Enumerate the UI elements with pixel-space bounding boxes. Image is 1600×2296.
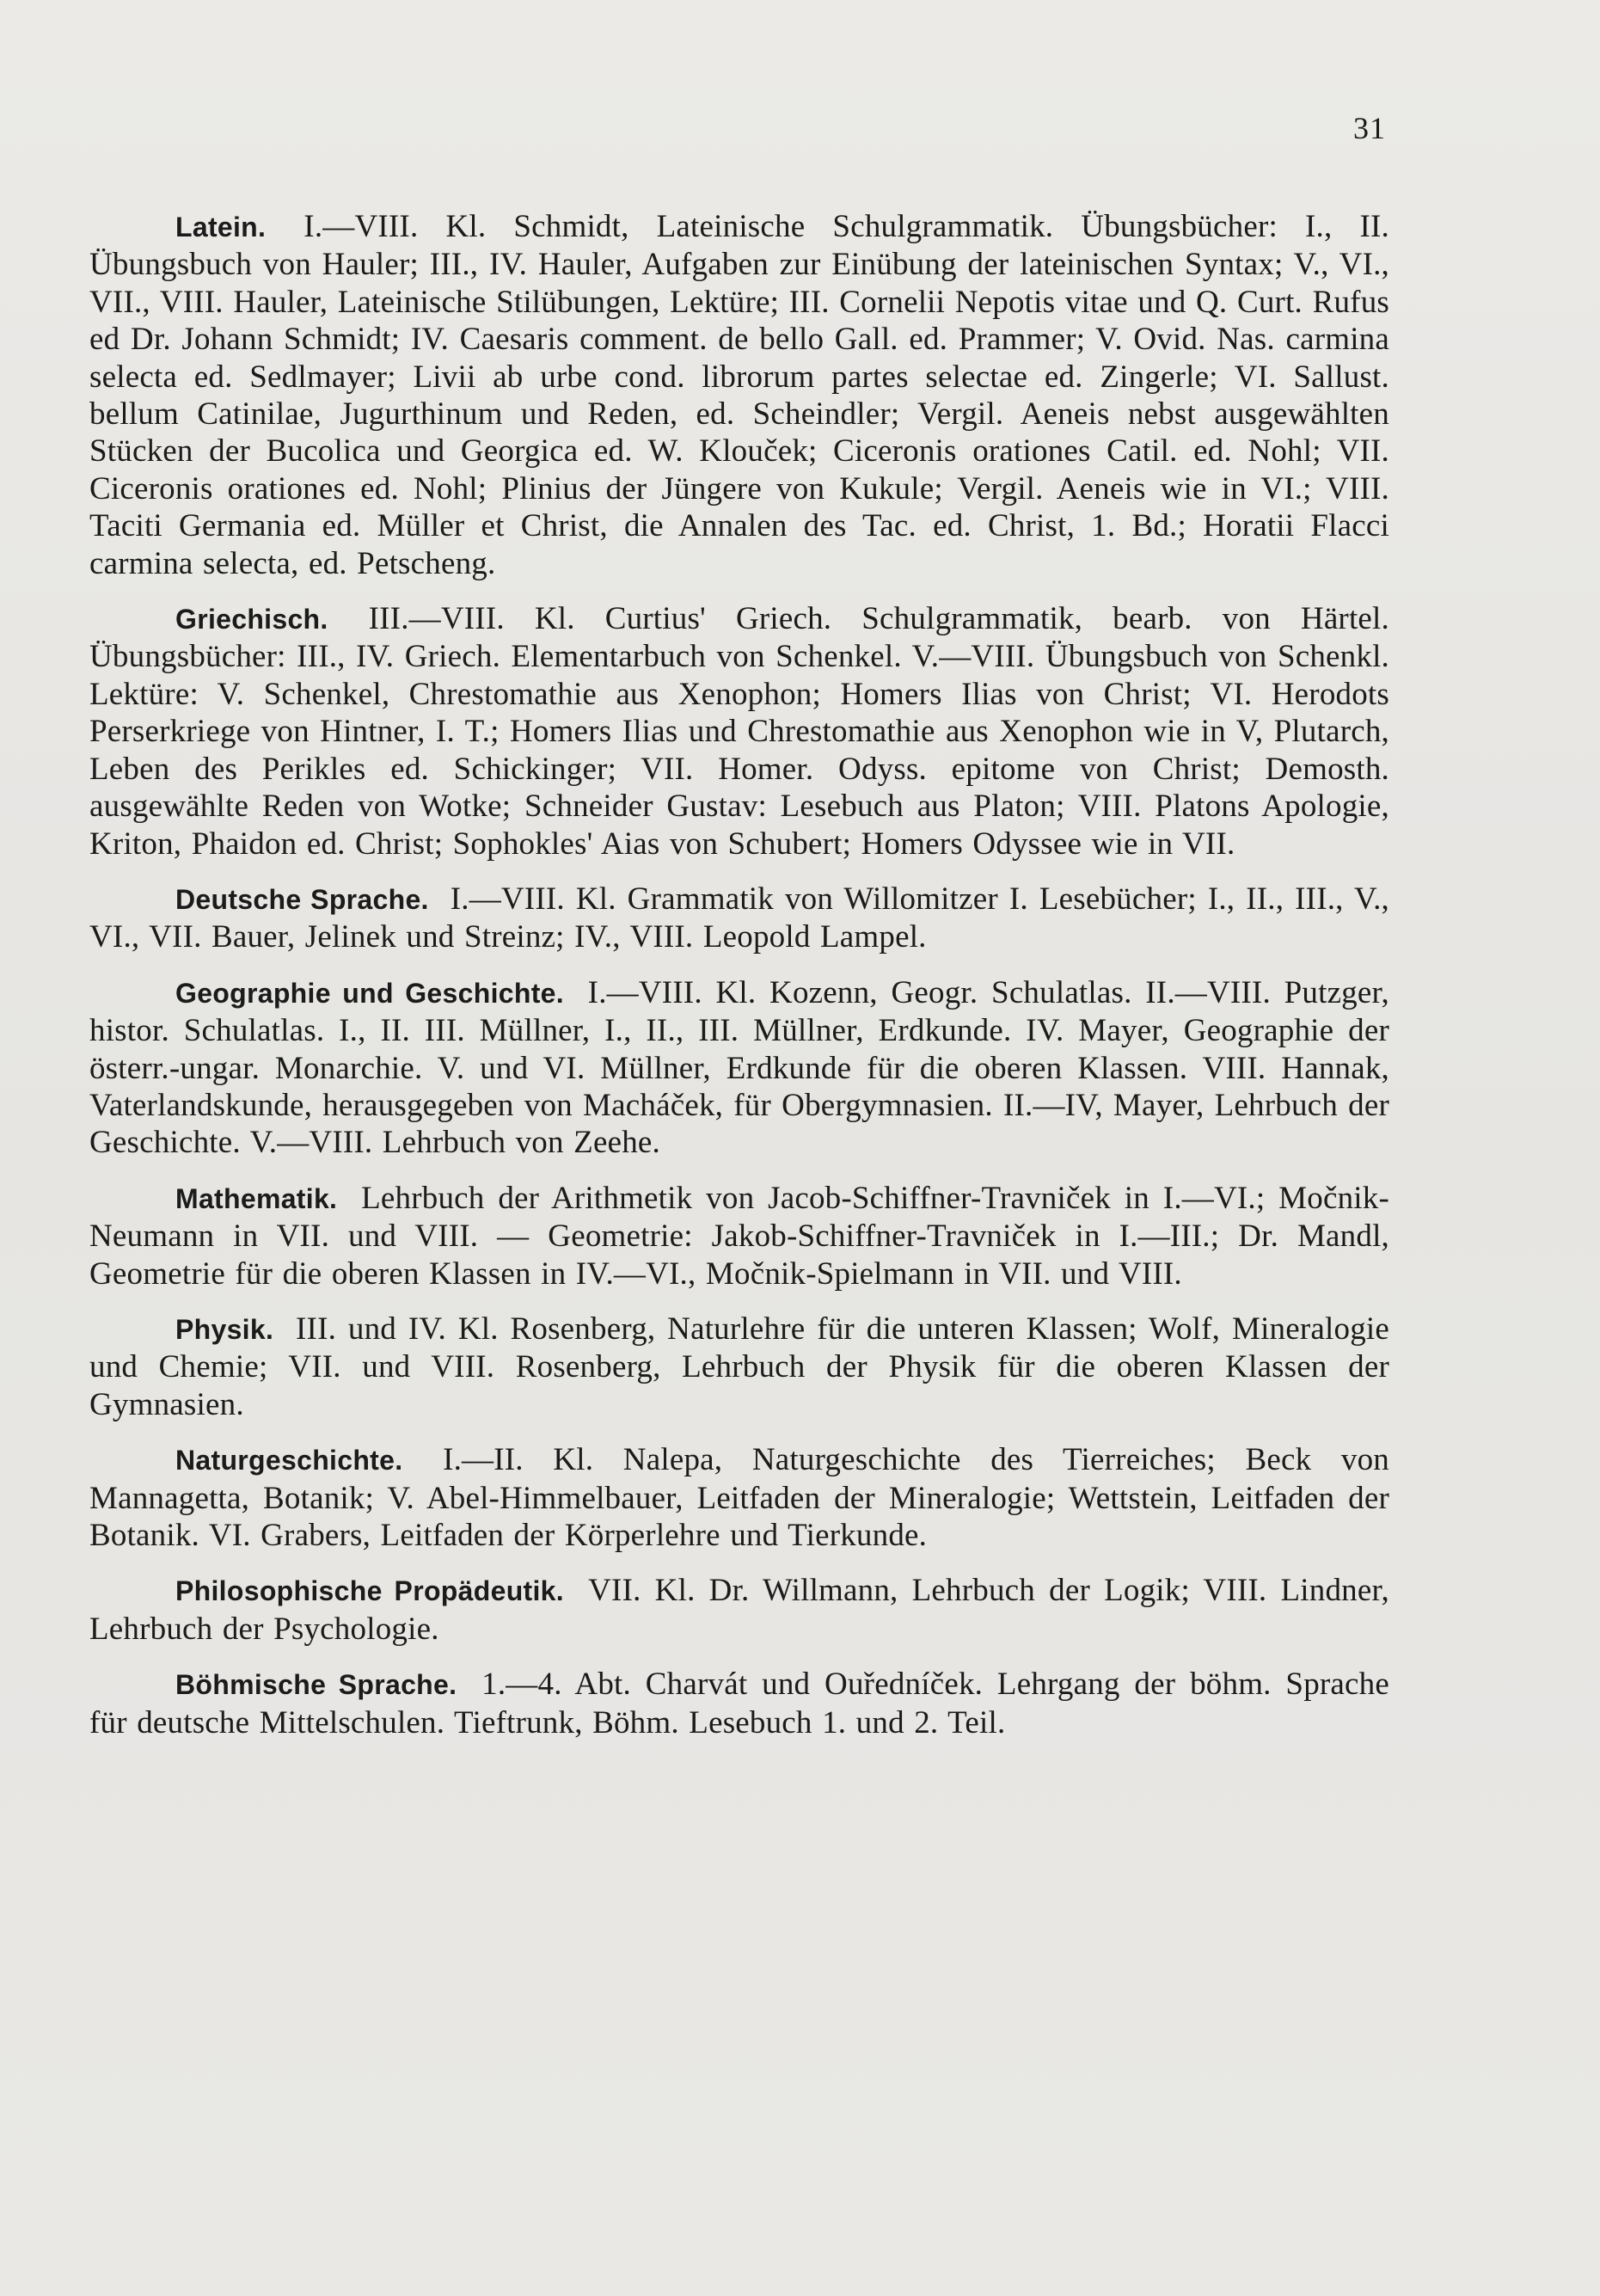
section-heading: Böhmische Sprache.: [175, 1669, 457, 1701]
section-heading: Geographie und Geschichte.: [175, 977, 564, 1009]
section-text: III. und IV. Kl. Rosenberg, Naturlehre für die unteren Klassen; Wolf, Mineralogie und Chemie; VII. und VIII. Rosenberg, Lehrbuch der Physik für die oberen Klassen der Gymnasien.: [89, 1311, 1390, 1422]
section-text: I.—II. Kl. Nalepa, Naturgeschichte des Tierreiches; Beck von Mannagetta, Botanik; V. Abel-Himmelbauer, Leitfaden der Mineralogie; Wettstein, Leitfaden der Botanik. VI. Grabers, Leitfaden der Körperlehre und Tierkunde.: [89, 1442, 1389, 1553]
section-text: III.—VIII. Kl. Curtius' Griech. Schulgrammatik, bearb. von Härtel. Übungsbücher: III., IV. Griech. Elementarbuch von Schenkel. V.—VIII. Übungsbuch von Schenkl. Lektüre: V. Schenkel, Chrestomathie aus Xenophon; Homers Ilias von Christ; VI. Herodots Perserkriege von Hintner, I. T.; Homers Ilias und Chrestomathie aus Xenophon wie in V, Plutarch, Leben des Perikles ed. Schickinger; VII. Homer. Odyss. epitome von Christ; Demosth. ausgewählte Reden von Wotke; Schneider Gustav: Lesebuch aus Platon; VIII. Platons Apologie, Kriton, Phaidon ed. Christ; Sophokles' Aias von Schubert; Homers Odyssee wie in VII.: [89, 601, 1389, 862]
section-heading: Latein.: [175, 212, 267, 242]
section-geographie-und-geschichte: [89, 974, 1389, 1162]
section-heading: Mathematik.: [175, 1182, 338, 1214]
section-deutsche-sprache: [89, 881, 1389, 956]
section-naturgeschichte: [89, 1441, 1389, 1554]
section-latein: [89, 208, 1389, 582]
section-heading: Naturgeschichte.: [175, 1445, 403, 1476]
section-heading: Physik.: [175, 1313, 274, 1345]
section-text: I.—VIII. Kl. Kozenn, Geogr. Schulatlas. II.—VIII. Putzger, histor. Schulatlas. I., II. III. Müllner, I., II., III. Müllner, Erdkunde. IV. Mayer, Geographie der österr.-ungar. Monarchie. V. und VI. Müllner, Erdkunde für die oberen Klassen. VIII. Hannak, Vaterlandskunde, herausgegeben von Macháček, für Obergymnasien. II.—IV, Mayer, Lehrbuch der Geschichte. V.—VIII. Lehrbuch von Zeehe.: [89, 974, 1389, 1161]
section-text: 1.—4. Abt. Charvát und Ouředníček. Lehrgang der böhm. Sprache für deutsche Mittelschulen. Tieftrunk, Böhm. Lesebuch 1. und 2. Teil.: [89, 1667, 1390, 1740]
section-physik: [89, 1311, 1389, 1423]
section-philosophische-propaedeutik: [89, 1572, 1389, 1648]
section-boehmische-sprache: [89, 1666, 1389, 1741]
section-text: I.—VIII. Kl. Grammatik von Willomitzer I. Lesebücher; I., II., III., V., VI., VII. Bauer, Jelinek und Streinz; IV., VIII. Leopold Lampel.: [89, 881, 1389, 955]
section-mathematik: [89, 1180, 1389, 1292]
section-text: Lehrbuch der Arithmetik von Jacob-Schiffner-Travniček in I.—VI.; Močnik-Neumann in VII. und VIII. — Geometrie: Jakob-Schiffner-Travniček in I.—III.; Dr. Mandl, Geometrie für die oberen Klassen in IV.—VI., Močnik-Spielmann in VII. und VIII.: [89, 1180, 1390, 1292]
section-griechisch: [89, 600, 1389, 863]
section-heading: Deutsche Sprache.: [175, 883, 429, 915]
section-heading: Griechisch.: [175, 604, 328, 635]
section-text: I.—VIII. Kl. Schmidt, Lateinische Schulgrammatik. Übungsbücher: I., II. Übungsbuch von Hauler; III., IV. Hauler, Aufgaben zur Einübung der lateinischen Syntax; V., VI., VII., VIII. Hauler, Lateinische Stilübungen, Lektüre; III. Cornelii Nepotis vitae und Q. Curt. Rufus ed Dr. Johann Schmidt; IV. Caesaris comment. de bello Gall. ed. Prammer; V. Ovid. Nas. carmina selecta ed. Sedlmayer; Livii ab urbe cond. librorum partes selectae ed. Zingerle; VI. Sallust. bellum Catinilae, Jugurthinum und Reden, ed. Scheindler; Vergil. Aeneis nebst ausgewählten Stücken der Bucolica und Georgica ed. W. Klouček; Ciceronis orationes Catil. ed. Nohl; VII. Ciceronis orationes ed. Nohl; Plinius der Jüngere von Kukule; Vergil. Aeneis wie in VI.; VIII. Taciti Germania ed. Müller et Christ, die Annalen des Tac. ed. Christ, 1. Bd.; Horatii Flacci carmina selecta, ed. Petscheng.: [89, 209, 1389, 581]
section-text: VII. Kl. Dr. Willmann, Lehrbuch der Logik; VIII. Lindner, Lehrbuch der Psychologie.: [89, 1573, 1389, 1647]
section-heading: Philosophische Propädeutik.: [175, 1575, 564, 1607]
page-content: [89, 208, 1389, 1759]
page-number: 31: [1353, 111, 1386, 145]
